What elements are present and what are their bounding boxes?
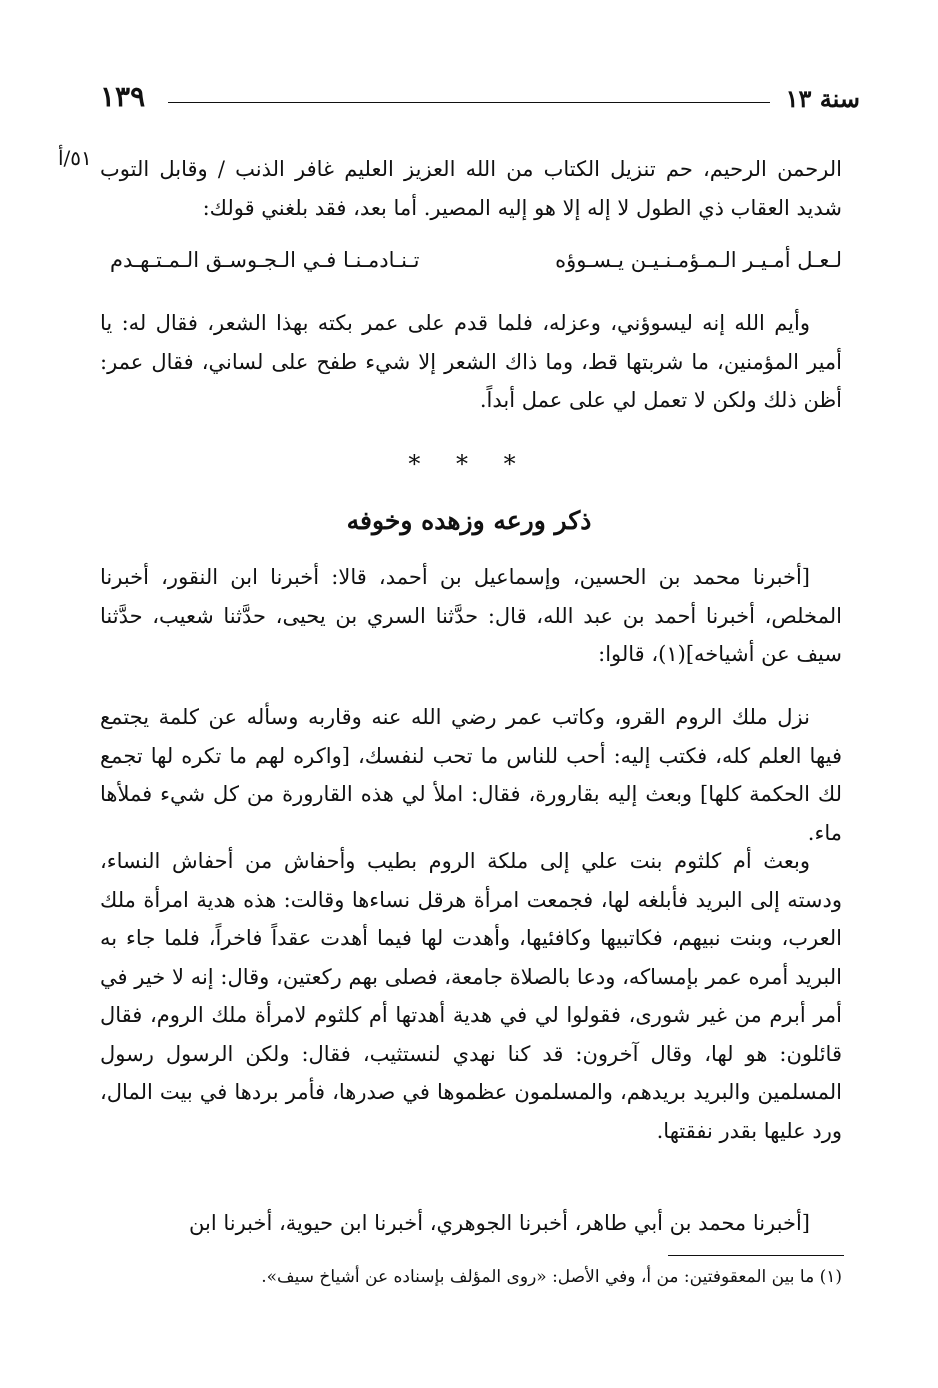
manuscript-folio-note: ٥١/أ bbox=[58, 146, 92, 170]
page-header bbox=[100, 80, 860, 124]
paragraph-isnad: [أخبرنا محمد بن الحسين، وإسماعيل بن أحمد، قالا: أخبرنا ابن النقور، أخبرنا المخلص، أخبرنا أحمد بن عبد الله، قال: حدَّثنا السري بن يحيى، حدَّثنا شعيب، حدَّثنا سيف عن أشياخه](١)، قالوا: bbox=[100, 565, 842, 666]
paragraph-letter-opening: الرحمن الرحيم، حم تنزيل الكتاب من الله العزيز العليم غافر الذنب / وقابل التوب شديد العقاب ذي الطول لا إله إلا هو إليه المصير. أما بعد، فقد بلغني قولك: bbox=[100, 157, 842, 220]
poetry-verse bbox=[100, 248, 842, 284]
verse-second-hemistich: تـنـادمـنـا فـي الـجـوسـق الـمـتـهـدم bbox=[110, 248, 420, 272]
header-rule bbox=[168, 102, 770, 103]
paragraph-umm-kulthum: وبعث أم كلثوم بنت علي إلى ملكة الروم بطيب وأحفاش من أحفاش النساء، ودسته إلى البريد فأبلغه لها، فجمعت امرأة هرقل نساءها وقالت: هذه هدية امرأة ملك العرب، وبنت نبيهم، فكاتبيها وكافئيها، وأهدت لها فيما أهدت عقداً فاخراً، فلما جاء به البريد أمره عمر بإمساكه، ودعا بالصلاة جامعة، فصلى بهم ركعتين، وقال: إنه لا خير في أمر أبرم من غير شورى، فقولوا لي في هدية أهدتها أم كلثوم لامرأة ملك الروم، فقال قائلون: هو لها، وقال آخرون: قد كنا نهدي لنستثيب، فقال: ولكن الرسول رسول المسلمين والبريد بريدهم، والمسلمون عظموها في صدرها، فأمر بردها في بيت المال، ورد عليها بقدر نفقتها. bbox=[100, 849, 842, 1143]
paragraph-isnad-continued: [أخبرنا محمد بن أبي طاهر، أخبرنا الجوهري، أخبرنا ابن حيوية، أخبرنا ابن bbox=[189, 1211, 810, 1235]
paragraph-rome-king: نزل ملك الروم القرو، وكاتب عمر رضي الله عنه وقاربه وسأله عن كلمة يجتمع فيها العلم كله، فكتب إليه: أحب للناس ما تحب لنفسك، [واكره لهم ما تكره لها تجمع لك الحكمة كلها] وبعث إليه بقارورة، فقال: املأ لي هذه القارورة من كل شيء فملأها ماء. bbox=[100, 705, 842, 845]
paragraph-umar-reply: وأيم الله إنه ليسوؤني، وعزله، فلما قدم على عمر بكته بهذا الشعر، فقال له: يا أمير المؤمنين، ما شربتها قط، وما ذاك الشعر إلا شيء طفح على لساني، فقال عمر: أظن ذلك ولكن لا تعمل لي على عمل أبداً. bbox=[100, 311, 842, 412]
section-title: ذكر ورعه وزهده وخوفه bbox=[346, 506, 592, 535]
footnote: (١) ما بين المعقوفتين: من أ، وفي الأصل: «روى المؤلف بإسناده عن أشياخ سيف». bbox=[261, 1267, 842, 1287]
verse-first-hemistich: لـعـل أمـيـر الـمـؤمـنـيـن يـسـوؤه bbox=[555, 248, 842, 272]
year-label: سنة ١٣ bbox=[785, 84, 860, 113]
section-separator: * * * bbox=[408, 450, 530, 478]
footnote-rule bbox=[668, 1255, 844, 1256]
page-number: ١٣٩ bbox=[100, 80, 146, 113]
